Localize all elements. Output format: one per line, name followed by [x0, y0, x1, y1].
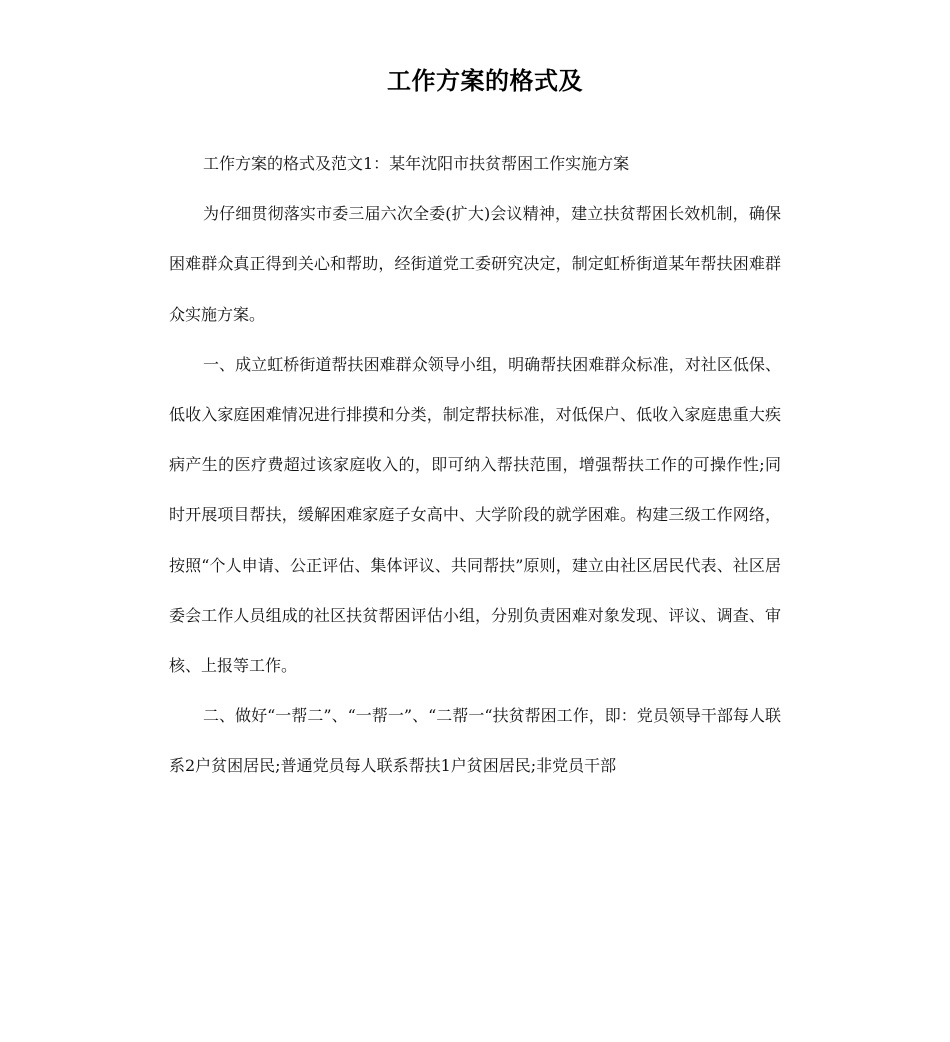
document-body: [169, 139, 781, 792]
paragraph-section-one: 一、成立虹桥街道帮扶困难群众领导小组，明确帮扶困难群众标准，对社区低保、低收入家庭困难情况进行排摸和分类，制定帮扶标准，对低保户、低收入家庭患重大疾病产生的医疗费超过该家庭收入的，即可纳入帮扶范围，增强帮扶工作的可操作性;同时开展项目帮扶，缓解困难家庭子女高中、大学阶段的就学困难。构建三级工作网络，按照“个人申请、公正评估、集体评议、共同帮扶”原则，建立由社区居民代表、社区居委会工作人员组成的社区扶贫帮困评估小组，分别负责困难对象发现、评议、调查、审核、上报等工作。: [169, 354, 781, 676]
paragraph-heading: 工作方案的格式及范文1：某年沈阳市扶贫帮困工作实施方案: [203, 154, 630, 173]
document-title: 工作方案的格式及: [387, 67, 583, 95]
paragraph-intro: 为仔细贯彻落实市委三届六次全委(扩大)会议精神，建立扶贫帮困长效机制，确保困难群众真正得到关心和帮助，经街道党工委研究决定，制定虹桥街道某年帮扶困难群众实施方案。: [169, 204, 781, 324]
paragraph-section-two: 二、做好“一帮二”、“一帮一”、“二帮一“扶贫帮困工作，即：党员领导干部每人联系2户贫困居民;普通党员每人联系帮扶1户贫困居民;非党员干部: [169, 706, 781, 776]
